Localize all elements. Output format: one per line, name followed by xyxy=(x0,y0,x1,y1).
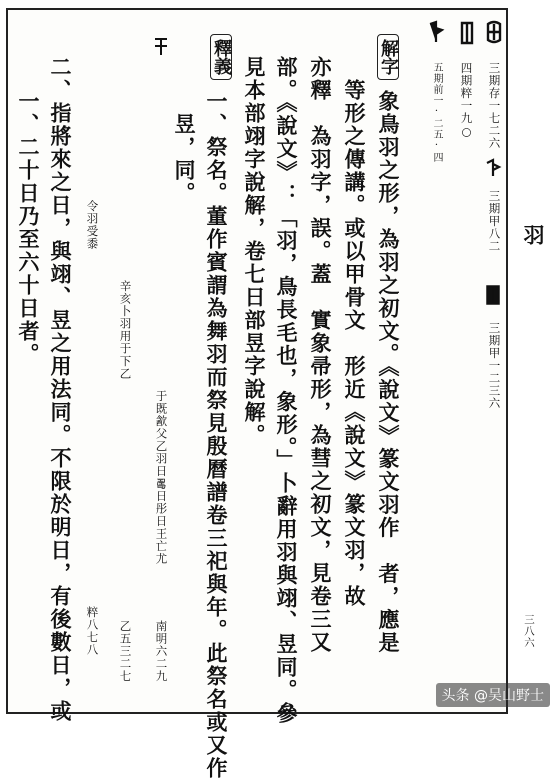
example-3-text: 令羽受黍 xyxy=(85,200,100,250)
example-1-source: 南明六二九 xyxy=(154,620,169,683)
shiyi-line-1: 一、祭名。董作賓謂為舞羽而祭見殷曆譜卷三祀與年。此祭名或又作 xyxy=(204,90,229,780)
oracle-form-5-source: 五期前一·二五·四 xyxy=(431,62,442,163)
head-character: 羽 xyxy=(521,224,546,245)
example-1-glyph xyxy=(152,36,170,58)
page-number: 三八六 xyxy=(523,614,535,649)
watermark: 头条 @吴山野士 xyxy=(436,683,550,707)
shiyi-line-4: 一、二十日乃至六十日者。 xyxy=(16,90,41,366)
oracle-form-2-source: 三期甲八二 xyxy=(487,190,502,253)
shiyi-line-3: 二、指將來之日，與翊、昱之用法同。不限於明日，有後數日，或 xyxy=(48,56,73,723)
jiezi-line-2: 等形之傳講。或以甲骨文 形近《說文》篆文羽，故 xyxy=(342,56,367,608)
jiezi-line-1: 象鳥羽之形，為羽之初文。《說文》篆文羽作 者，應是 xyxy=(376,90,401,655)
oracle-form-1-glyph xyxy=(484,20,504,46)
oracle-form-2-glyph xyxy=(458,20,476,46)
shiyi-label: 釋義 xyxy=(210,34,232,80)
example-1-text: 于既㱃父乙羽日𠷎日彤日王亡尤 xyxy=(154,390,169,565)
jiezi-line-5: 見本部翊字說解，卷七日部昱字說解。 xyxy=(242,56,267,447)
shiyi-line-2: 昱，同。 xyxy=(172,90,197,205)
oracle-form-3-source: 三期甲一二三六 xyxy=(487,322,502,410)
oracle-form-5-glyph xyxy=(484,282,502,308)
jiezi-line-4: 部。《說文》：「羽，鳥長毛也，象形。」卜辭用羽與翊、昱同。參 xyxy=(274,56,299,725)
oracle-form-4-source: 四期粹一九○ xyxy=(459,62,474,140)
example-2-text: 辛亥卜羽用于下乙 xyxy=(118,280,133,380)
oracle-form-1-source: 三期存一七二六 xyxy=(487,62,502,150)
example-2-source: 乙五三二七 xyxy=(118,620,133,683)
oracle-form-3-glyph xyxy=(484,158,502,180)
example-3-source: 粹八七八 xyxy=(85,606,100,656)
dictionary-page-frame xyxy=(6,8,508,780)
jiezi-label: 解字 xyxy=(377,34,399,80)
jiezi-line-3: 亦釋 為羽字，誤。蓋 實象帚形，為彗之初文，見卷三又 xyxy=(308,56,333,654)
oracle-form-6-glyph xyxy=(426,20,446,46)
